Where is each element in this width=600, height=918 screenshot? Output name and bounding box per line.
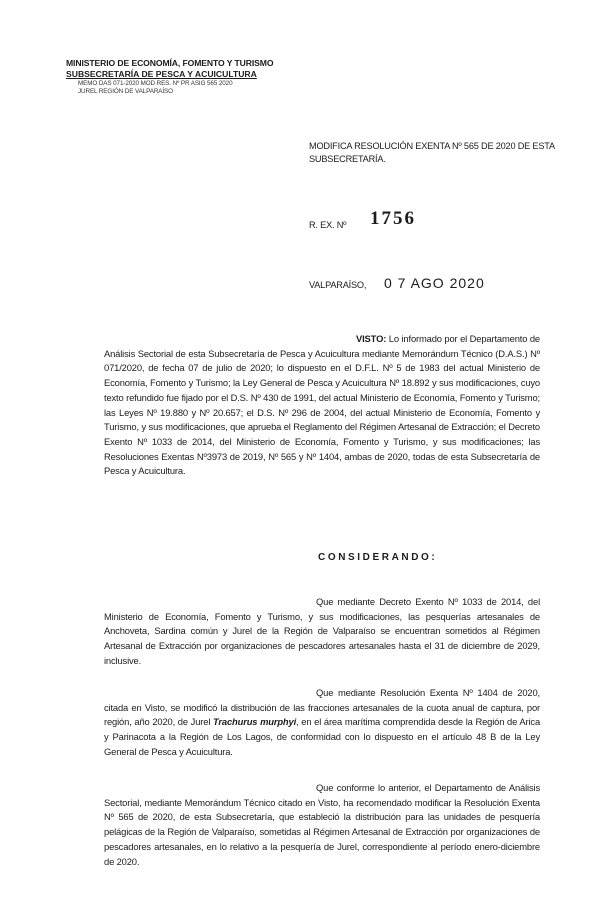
place: VALPARAÍSO,	[309, 280, 367, 290]
considerando-paragraph-3: Que conforme lo anterior, el Departamento de Análisis Sectorial, mediante Memorándum Técnico citado en Visto, ha recomendado modificar la Resolución Exenta Nº 565 de 2020, de esta Subsecretaría, que estableció la distribución para las unidades de pesquería pelágicas de la Región de Valparaíso, sometidas al Régimen Artesanal de Extracción por organizaciones de pescadores artesanales, en lo relativo a la pesquería de Jurel, correspondiente al período enero-diciembre de 2020.	[104, 782, 540, 867]
date-stamp: 0 7 AGO 2020	[384, 275, 485, 291]
resolution-subject: MODIFICA RESOLUCIÓN EXENTA Nº 565 DE 2020 DE ESTA SUBSECRETARÍA.	[309, 141, 555, 164]
ministry-name: MINISTERIO DE ECONOMÍA, FOMENTO Y TURISMO	[66, 58, 274, 68]
document-topic: JUREL REGIÓN DE VALPARAÍSO	[78, 88, 173, 95]
subsecretaria-name: SUBSECRETARÍA DE PESCA Y ACUICULTURA	[66, 69, 257, 79]
visto-text: Lo informado por el Departamento de Análisis Sectorial de esta Subsecretaría de Pesca y Acuicultura mediante Memorándum Técnico (D.A.S.) Nº 071/2020, de fecha 07 de julio de 2020; lo dispuesto en el D.F.L. Nº 5 de 1983 del actual Ministerio de Economía, Fomento y Turismo; la Ley General de Pesca y Acuicultura Nº 18.892 y sus modificaciones, cuyo texto refundido fue fijado por el D.S. Nº 430 de 1991, del actual Ministerio de Economía, Fomento y Turismo; las Leyes Nº 19.880 y Nº 20.657; el D.S. Nº 296 de 2004, del actual Ministerio de Economía, Fomento y Turismo, y sus modificaciones, que aprueba el Reglamento del Régimen Artesanal de Extracción; el Decreto Exento Nº 1033 de 2014, del Ministerio de Economía, Fomento y Turismo, y sus modificaciones; las Resoluciones Exentas Nº3973 de 2019, Nº 565 y Nº 1404, ambas de 2020, todas de esta Subsecretaría de Pesca y Acuicultura.	[104, 333, 540, 477]
resolution-number: 1756	[370, 208, 416, 229]
resolution-number-label: R. EX. Nº	[309, 220, 347, 230]
visto-paragraph	[104, 332, 540, 479]
paragraph-2-text-end: , en el área marítima comprendida desde la Región de Arica y Parinacota a la Región de Los Lagos, de conformidad con lo dispuesto en el artículo 48 B de la Ley General de Pesca y Acuicultura.	[104, 716, 541, 757]
considerando-heading: CONSIDERANDO:	[318, 552, 438, 563]
letterhead	[66, 58, 286, 95]
visto-label: VISTO:	[356, 333, 387, 344]
considerando-paragraph-1: Que mediante Decreto Exento Nº 1033 de 2014, del Ministerio de Economía, Fomento y Turismo, y sus modificaciones, las pesquerías artesanales de Anchoveta, Sardina común y Jurel de la Región de Valparaíso se encuentran sometidos al Régimen Artesanal de Extracción por organizaciones de pescadores artesanales hasta el 31 de diciembre de 2029, inclusive.	[104, 596, 540, 666]
species-name: Trachurus murphyi	[213, 716, 297, 728]
paragraph-2-text-start: Que mediante Resolución Exenta Nº 1404 de 2020, citada en Visto, se modificó la distribución de las fracciones artesanales de la cuota anual de captura, por región, año 2020, de Jurel	[104, 687, 540, 728]
memo-reference: MEMO DAS 071-2020 MOD RES. Nº PR ASIG 565 2020	[78, 80, 233, 87]
considerando-paragraph-2	[104, 686, 540, 760]
